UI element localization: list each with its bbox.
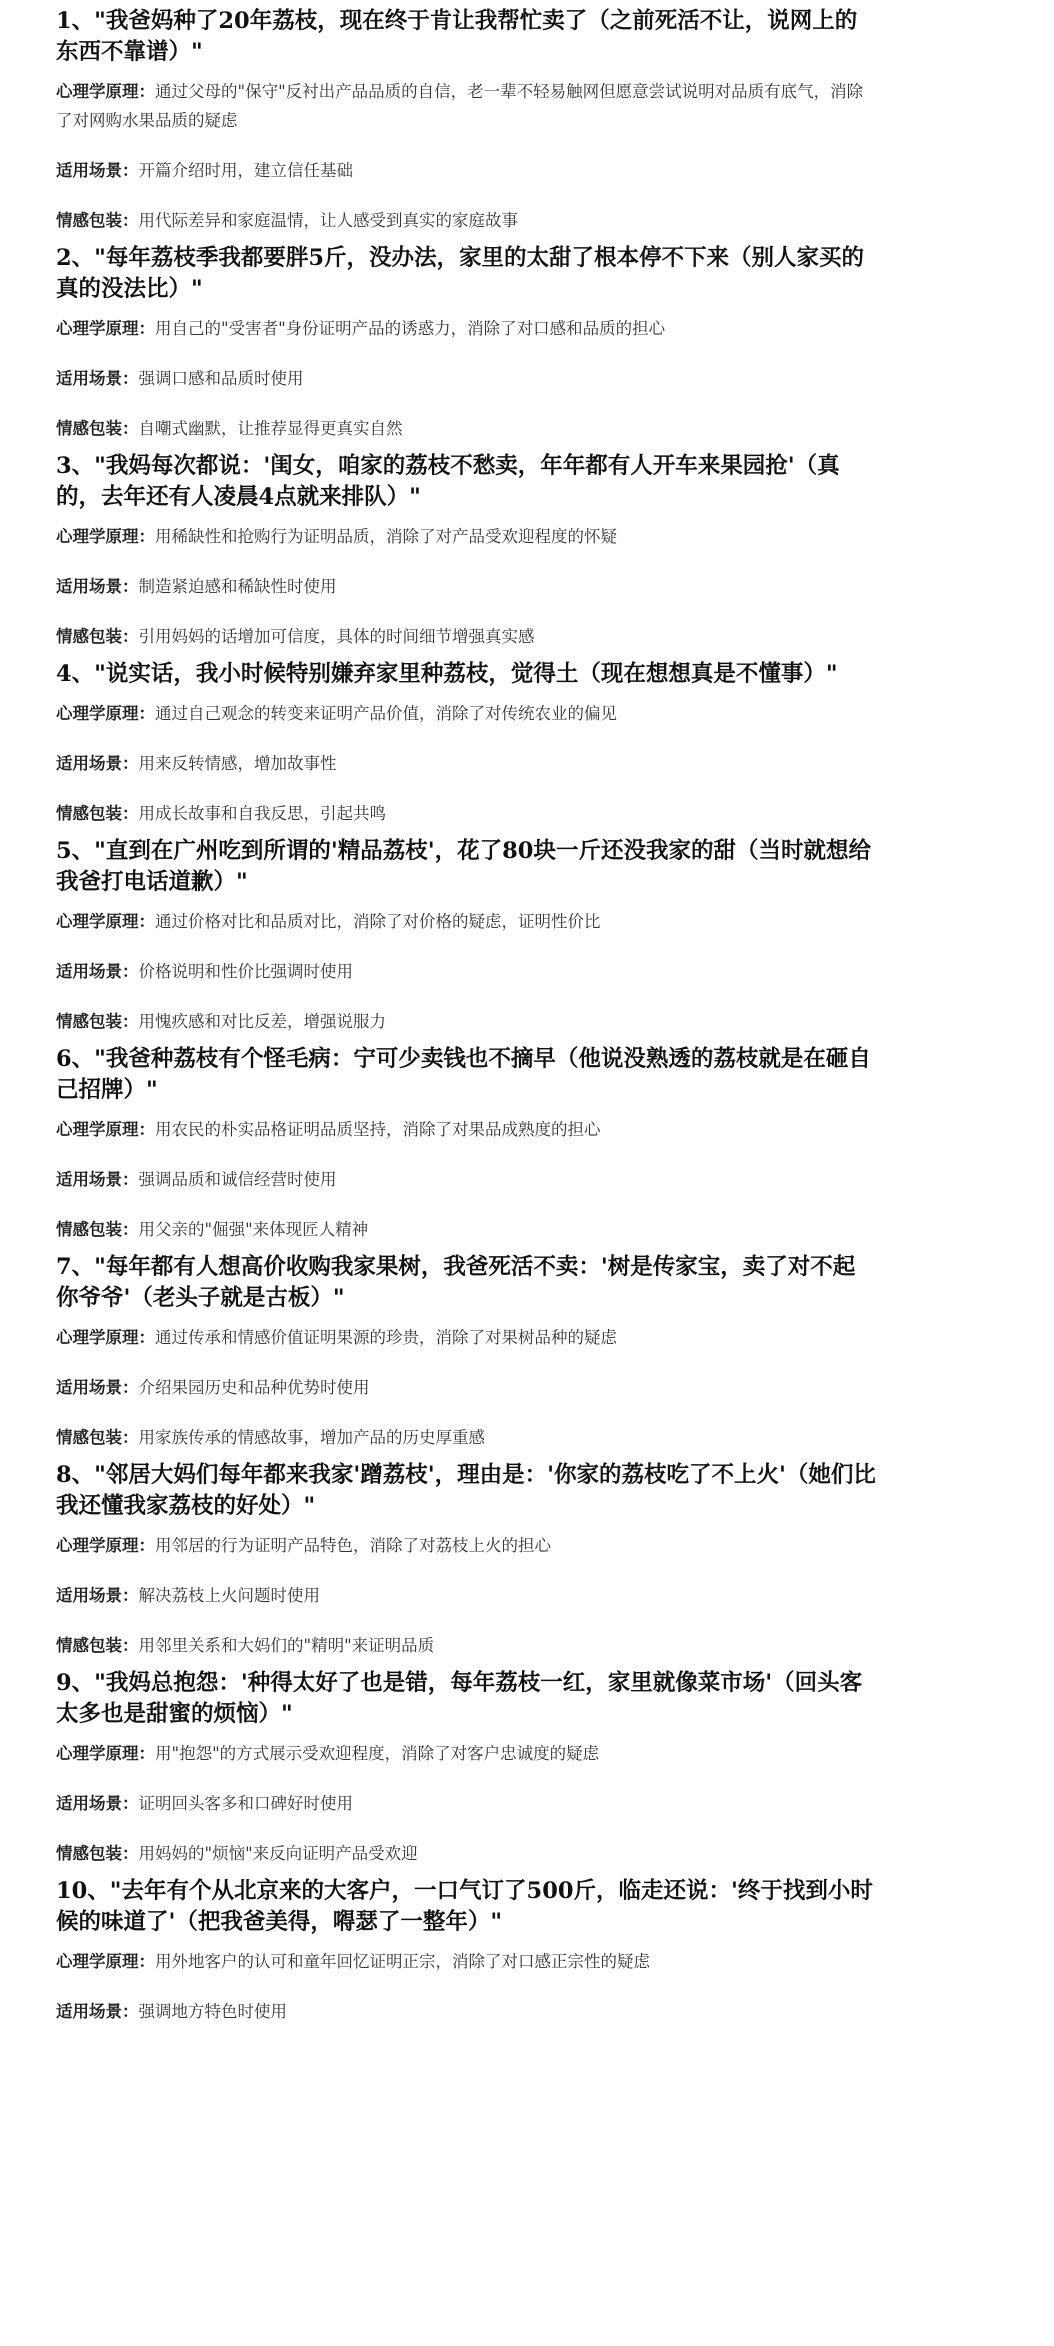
- scenario-label: 适用场景：: [56, 161, 139, 180]
- packaging-label: 情感包装：: [56, 1220, 139, 1239]
- packaging-text: 用邻里关系和大妈们的"精明"来证明品质: [138, 1636, 435, 1655]
- scenario-text: 强调品质和诚信经营时使用: [138, 1170, 337, 1189]
- tip-item-1: [56, 0, 876, 237]
- scenario-label: 适用场景：: [56, 2002, 139, 2021]
- psychology-text: 用邻居的行为证明产品特色，消除了对荔枝上火的担心: [155, 1536, 551, 1555]
- tip-item-7: [56, 1246, 876, 1454]
- psychology-principle: [56, 1730, 876, 1768]
- packaging-label: 情感包装：: [56, 1428, 139, 1447]
- packaging-label: 情感包装：: [56, 211, 139, 230]
- usage-scenario: [56, 1352, 876, 1402]
- psychology-principle: [56, 1106, 876, 1144]
- psychology-label: 心理学原理：: [56, 704, 155, 723]
- scenario-text: 价格说明和性价比强调时使用: [138, 962, 353, 981]
- usage-scenario: [56, 343, 876, 393]
- scenario-text: 用来反转情感，增加故事性: [138, 754, 337, 773]
- psychology-label: 心理学原理：: [56, 1120, 155, 1139]
- usage-scenario: [56, 936, 876, 986]
- tip-item-2: [56, 237, 876, 445]
- psychology-principle: [56, 513, 876, 551]
- psychology-principle: [56, 1314, 876, 1352]
- usage-scenario: [56, 135, 876, 185]
- tip-title: 8、"邻居大妈们每年都来我家'蹭荔枝'，理由是：'你家的荔枝吃了不上火'（她们比我还懂我家荔枝的好处）": [56, 1462, 876, 1519]
- psychology-label: 心理学原理：: [56, 1536, 155, 1555]
- emotional-packaging: [56, 393, 876, 445]
- psychology-text: 用稀缺性和抢购行为证明品质，消除了对产品受欢迎程度的怀疑: [155, 527, 617, 546]
- usage-scenario: [56, 1560, 876, 1610]
- tip-title: 7、"每年都有人想高价收购我家果树，我爸死活不卖：'树是传家宝，卖了对不起你爷爷'（老头子就是古板）": [56, 1254, 856, 1311]
- psychology-text: 用自己的"受害者"身份证明产品的诱惑力，消除了对口感和品质的担心: [155, 319, 666, 338]
- packaging-label: 情感包装：: [56, 1636, 139, 1655]
- packaging-label: 情感包装：: [56, 419, 139, 438]
- scenario-label: 适用场景：: [56, 369, 139, 388]
- packaging-text: 用家族传承的情感故事，增加产品的历史厚重感: [138, 1428, 485, 1447]
- tip-title: 10、"去年有个从北京来的大客户，一口气订了500斤，临走还说：'终于找到小时候的味道了'（把我爸美得，嘚瑟了一整年）": [56, 1878, 873, 1935]
- psychology-text: 用"抱怨"的方式展示受欢迎程度，消除了对客户忠诚度的疑虑: [155, 1744, 600, 1763]
- scenario-label: 适用场景：: [56, 1378, 139, 1397]
- emotional-packaging: [56, 1194, 876, 1246]
- psychology-text: 通过自己观念的转变来证明产品价值，消除了对传统农业的偏见: [155, 704, 617, 723]
- packaging-label: 情感包装：: [56, 1012, 139, 1031]
- psychology-text: 用农民的朴实品格证明品质坚持，消除了对果品成熟度的担心: [155, 1120, 601, 1139]
- psychology-label: 心理学原理：: [56, 1952, 155, 1971]
- packaging-label: 情感包装：: [56, 627, 139, 646]
- psychology-text: 用外地客户的认可和童年回忆证明正宗，消除了对口感正宗性的疑虑: [155, 1952, 650, 1971]
- psychology-text: 通过父母的"保守"反衬出产品品质的自信，老一辈不轻易触网但愿意尝试说明对品质有底气，消除了对网购水果品质的疑虑: [56, 82, 864, 130]
- psychology-principle: [56, 898, 876, 936]
- scenario-text: 开篇介绍时用，建立信任基础: [138, 161, 353, 180]
- emotional-packaging: [56, 1610, 876, 1662]
- scenario-label: 适用场景：: [56, 1794, 139, 1813]
- scenario-label: 适用场景：: [56, 962, 139, 981]
- scenario-text: 介绍果园历史和品种优势时使用: [138, 1378, 370, 1397]
- psychology-text: 通过价格对比和品质对比，消除了对价格的疑虑，证明性价比: [155, 912, 601, 931]
- tip-title: 2、"每年荔枝季我都要胖5斤，没办法，家里的太甜了根本停不下来（别人家买的真的没法比）": [56, 245, 865, 302]
- emotional-packaging: [56, 1818, 876, 1870]
- scenario-label: 适用场景：: [56, 577, 139, 596]
- usage-scenario: [56, 551, 876, 601]
- emotional-packaging: [56, 778, 876, 830]
- psychology-principle: [56, 305, 876, 343]
- tip-title: 6、"我爸种荔枝有个怪毛病：宁可少卖钱也不摘早（他说没熟透的荔枝就是在砸自己招牌）": [56, 1046, 871, 1103]
- scenario-text: 证明回头客多和口碑好时使用: [138, 1794, 353, 1813]
- psychology-label: 心理学原理：: [56, 912, 155, 931]
- tip-item-3: [56, 445, 876, 653]
- usage-scenario: [56, 1768, 876, 1818]
- document-body: [56, 0, 876, 2026]
- emotional-packaging: [56, 601, 876, 653]
- psychology-label: 心理学原理：: [56, 527, 155, 546]
- tip-item-4: [56, 653, 876, 830]
- psychology-label: 心理学原理：: [56, 82, 155, 101]
- packaging-label: 情感包装：: [56, 804, 139, 823]
- scenario-text: 强调地方特色时使用: [138, 2002, 287, 2021]
- scenario-label: 适用场景：: [56, 1170, 139, 1189]
- psychology-text: 通过传承和情感价值证明果源的珍贵，消除了对果树品种的疑虑: [155, 1328, 617, 1347]
- tip-item-9: [56, 1662, 876, 1870]
- tip-item-5: [56, 830, 876, 1038]
- psychology-principle: [56, 1938, 876, 1976]
- tip-title: 3、"我妈每次都说：'闺女，咱家的荔枝不愁卖，年年都有人开车来果园抢'（真的，去年还有人凌晨4点就来排队）": [56, 453, 840, 510]
- emotional-packaging: [56, 1402, 876, 1454]
- psychology-label: 心理学原理：: [56, 1744, 155, 1763]
- packaging-text: 用愧疚感和对比反差，增强说服力: [138, 1012, 386, 1031]
- psychology-label: 心理学原理：: [56, 1328, 155, 1347]
- tip-item-6: [56, 1038, 876, 1246]
- tip-item-8: [56, 1454, 876, 1662]
- scenario-label: 适用场景：: [56, 1586, 139, 1605]
- packaging-text: 自嘲式幽默，让推荐显得更真实自然: [138, 419, 403, 438]
- emotional-packaging: [56, 185, 876, 237]
- packaging-text: 用妈妈的"烦恼"来反向证明产品受欢迎: [138, 1844, 418, 1863]
- emotional-packaging: [56, 986, 876, 1038]
- usage-scenario: [56, 1976, 876, 2026]
- tip-title: 9、"我妈总抱怨：'种得太好了也是错，每年荔枝一红，家里就像菜市场'（回头客太多也是甜蜜的烦恼）": [56, 1670, 863, 1727]
- psychology-principle: [56, 68, 876, 135]
- tip-item-10: [56, 1870, 876, 2026]
- usage-scenario: [56, 1144, 876, 1194]
- tip-title: 5、"直到在广州吃到所谓的'精品荔枝'，花了80块一斤还没我家的甜（当时就想给我爸打电话道歉）": [56, 838, 871, 895]
- psychology-principle: [56, 690, 876, 728]
- packaging-text: 用成长故事和自我反思，引起共鸣: [138, 804, 386, 823]
- scenario-label: 适用场景：: [56, 754, 139, 773]
- packaging-label: 情感包装：: [56, 1844, 139, 1863]
- scenario-text: 解决荔枝上火问题时使用: [138, 1586, 320, 1605]
- tip-title: 1、"我爸妈种了20年荔枝，现在终于肯让我帮忙卖了（之前死活不让，说网上的东西不靠谱）": [56, 8, 858, 65]
- packaging-text: 引用妈妈的话增加可信度，具体的时间细节增强真实感: [138, 627, 535, 646]
- packaging-text: 用代际差异和家庭温情，让人感受到真实的家庭故事: [138, 211, 518, 230]
- packaging-text: 用父亲的"倔强"来体现匠人精神: [138, 1220, 369, 1239]
- psychology-principle: [56, 1522, 876, 1560]
- usage-scenario: [56, 728, 876, 778]
- scenario-text: 强调口感和品质时使用: [138, 369, 304, 388]
- scenario-text: 制造紧迫感和稀缺性时使用: [138, 577, 337, 596]
- psychology-label: 心理学原理：: [56, 319, 155, 338]
- tip-title: 4、"说实话，我小时候特别嫌弃家里种荔枝，觉得土（现在想想真是不懂事）": [56, 661, 838, 687]
